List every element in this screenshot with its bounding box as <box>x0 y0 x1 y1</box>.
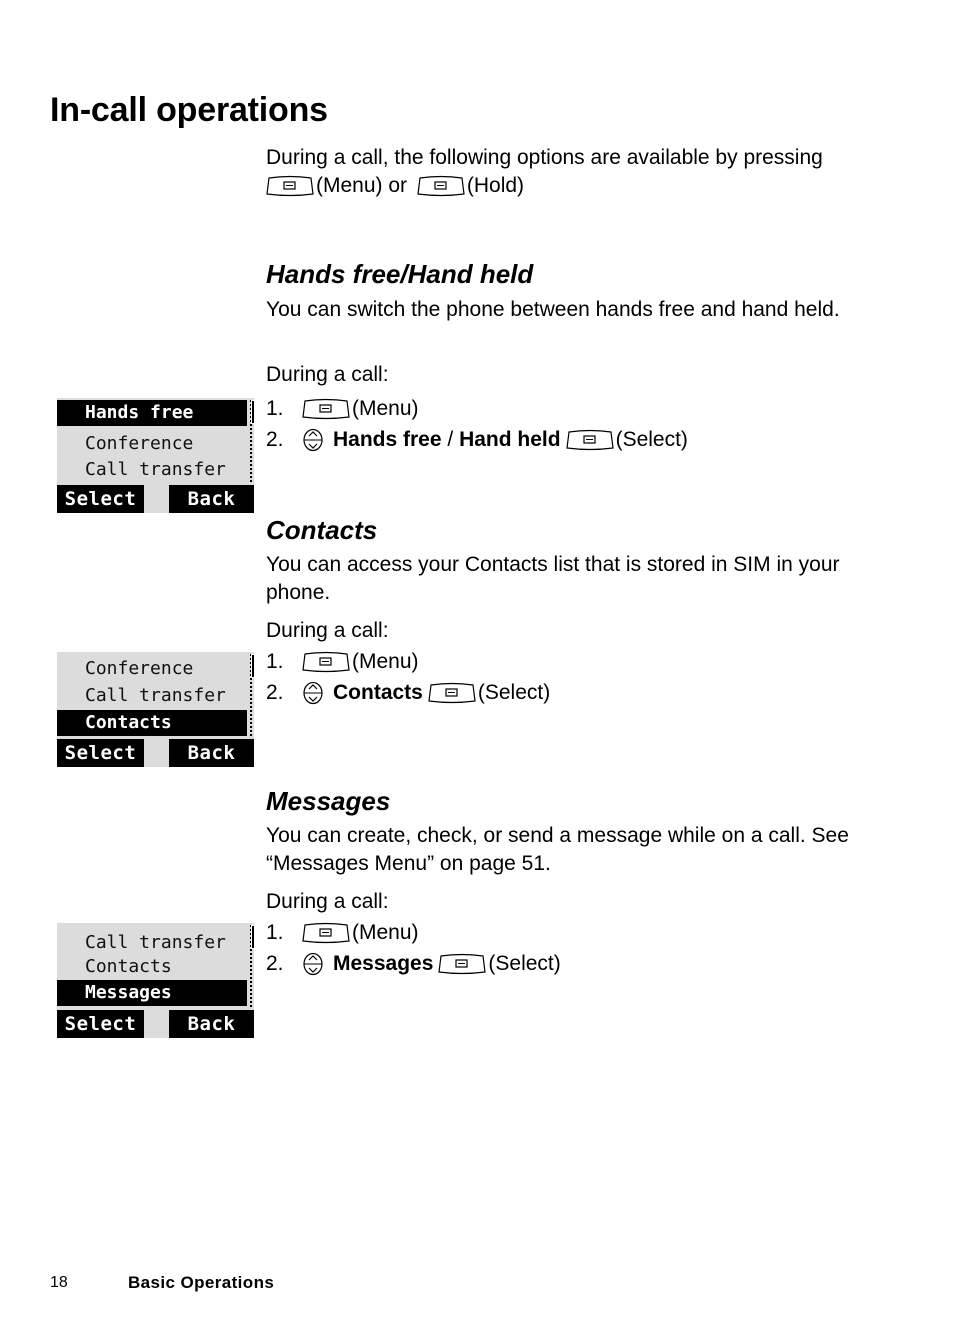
intro-menu-text: (Menu) or <box>316 174 408 197</box>
contacts-step-2 <box>266 678 550 708</box>
screen-scrollbar <box>250 400 254 482</box>
screen-menu-item: Call transfer <box>85 459 226 480</box>
phone-screen-handsfree <box>57 398 254 513</box>
step-text: (Menu) <box>352 397 419 420</box>
screen-menu-item: Call transfer <box>85 932 226 953</box>
navigation-key-icon <box>302 681 324 705</box>
soft-key-icon <box>266 174 314 198</box>
section-heading-messages: Messages <box>266 786 391 816</box>
soft-key-icon <box>428 681 476 705</box>
step-number: 2. <box>266 428 284 451</box>
step-number: 1. <box>266 921 284 944</box>
option-separator: / <box>441 428 460 451</box>
soft-key-icon <box>302 921 350 945</box>
soft-key-icon <box>438 952 486 976</box>
screen-menu-item: Conference <box>85 658 194 679</box>
screen-menu-item: Contacts <box>85 956 172 977</box>
step-number: 1. <box>266 397 284 420</box>
messages-step-1 <box>266 918 419 948</box>
handsfree-description: You can switch the phone between hands free and hand held. <box>266 298 840 321</box>
step-number: 2. <box>266 952 284 975</box>
screen-menu-item: Hands free <box>57 400 247 426</box>
step-text: (Select) <box>488 952 561 975</box>
screen-menu-item: Messages <box>57 980 247 1006</box>
intro-hold-text: (Hold) <box>466 174 525 197</box>
handsfree-during: During a call: <box>266 363 389 386</box>
step-number: 1. <box>266 650 284 673</box>
screen-menu-item: Contacts <box>57 710 247 736</box>
screen-softkey-right: Back <box>169 739 254 767</box>
step-text: (Select) <box>615 428 688 451</box>
page-number: 18 <box>50 1274 68 1291</box>
screen-softkey-right: Back <box>169 485 254 513</box>
step-text: (Menu) <box>352 650 419 673</box>
screen-menu-item: Conference <box>85 433 194 454</box>
footer-section-title: Basic Operations <box>128 1273 275 1292</box>
contacts-description: You can access your Contacts list that is stored in SIM in your phone. <box>266 553 840 604</box>
messages-step-2 <box>266 949 561 979</box>
page-title: In-call operations <box>50 91 328 129</box>
step-text: (Menu) <box>352 921 419 944</box>
option-messages: Messages <box>333 952 434 975</box>
screen-softkey-left: Select <box>57 1010 144 1038</box>
phone-screen-contacts <box>57 652 254 767</box>
navigation-key-icon <box>302 952 324 976</box>
messages-description: You can create, check, or send a message while on a call. See “Messages Menu” on page 51. <box>266 824 849 875</box>
screen-scrollbar <box>250 654 254 736</box>
messages-during: During a call: <box>266 890 389 913</box>
screen-softkey-right: Back <box>169 1010 254 1038</box>
soft-key-icon <box>302 397 350 421</box>
section-heading-contacts: Contacts <box>266 515 378 545</box>
screen-scrollbar <box>250 925 254 1007</box>
screen-softkey-left: Select <box>57 485 144 513</box>
soft-key-icon <box>302 650 350 674</box>
section-heading-handsfree: Hands free/Hand held <box>266 259 534 289</box>
option-contacts: Contacts <box>333 681 423 704</box>
step-text: (Select) <box>477 681 551 704</box>
screen-menu-item: Call transfer <box>85 685 226 706</box>
navigation-key-icon <box>302 428 324 452</box>
handsfree-step-1 <box>266 394 419 424</box>
contacts-step-1 <box>266 647 419 677</box>
screen-softkey-left: Select <box>57 739 144 767</box>
step-number: 2. <box>266 681 284 704</box>
intro-text <box>266 144 886 200</box>
contacts-during: During a call: <box>266 619 389 642</box>
soft-key-icon <box>566 428 614 452</box>
handsfree-step-2 <box>266 425 688 455</box>
phone-screen-messages <box>57 923 254 1038</box>
intro-line1: During a call, the following options are available by pressing <box>266 146 823 169</box>
soft-key-icon <box>417 174 465 198</box>
option-hands-free: Hands free <box>333 428 442 451</box>
option-hand-held: Hand held <box>459 428 561 451</box>
